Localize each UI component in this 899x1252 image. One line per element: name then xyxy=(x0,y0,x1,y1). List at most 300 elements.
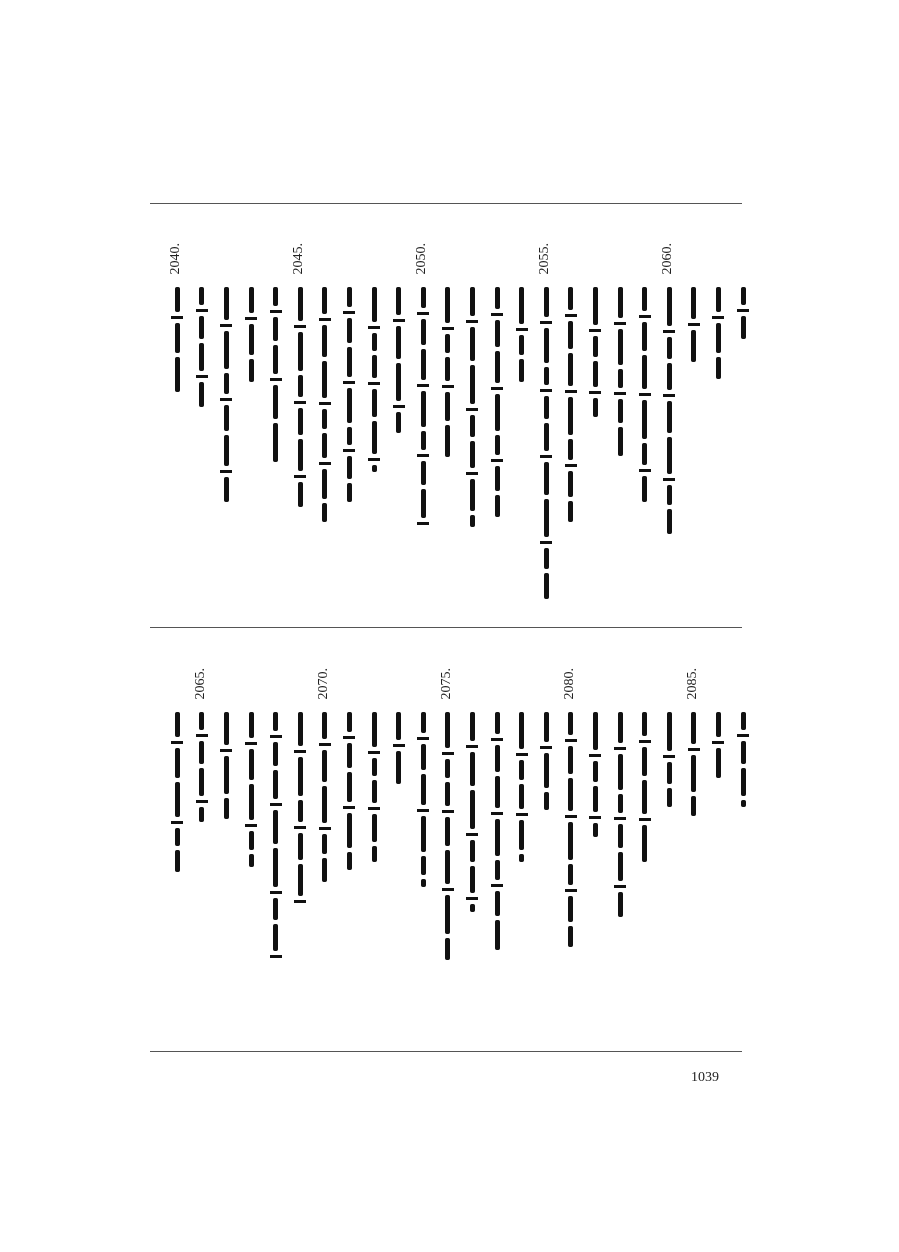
script-glyph xyxy=(175,850,180,872)
script-glyph xyxy=(199,343,204,371)
script-glyph xyxy=(544,712,549,742)
script-glyph xyxy=(445,287,450,323)
script-glyph xyxy=(273,924,278,951)
script-glyph xyxy=(544,396,549,419)
script-glyph xyxy=(372,355,377,378)
script-glyph xyxy=(642,825,647,862)
script-stroke xyxy=(245,824,257,827)
script-glyph xyxy=(470,515,475,527)
script-glyph xyxy=(224,798,229,819)
script-glyph xyxy=(495,351,500,383)
script-stroke xyxy=(565,464,577,467)
script-glyph xyxy=(421,879,426,887)
mongolian-script-text xyxy=(437,287,459,461)
mongolian-script-text xyxy=(363,287,385,476)
script-stroke xyxy=(712,741,724,744)
script-glyph xyxy=(224,756,229,794)
script-glyph xyxy=(347,483,352,502)
script-stroke xyxy=(737,734,749,737)
script-stroke xyxy=(270,735,282,738)
script-stroke xyxy=(466,472,478,475)
mongolian-script-text xyxy=(265,287,287,466)
script-glyph xyxy=(347,456,352,479)
script-glyph xyxy=(544,548,549,569)
script-glyph xyxy=(421,391,426,427)
verse-number: 2045. xyxy=(291,243,307,275)
script-glyph xyxy=(298,287,303,321)
script-glyph xyxy=(642,443,647,465)
script-stroke xyxy=(220,749,232,752)
mongolian-script-text xyxy=(240,287,262,386)
mongolian-script-text xyxy=(215,287,237,506)
script-glyph xyxy=(199,382,204,407)
script-glyph xyxy=(273,317,278,341)
script-glyph xyxy=(519,760,524,780)
script-glyph xyxy=(298,757,303,796)
script-glyph xyxy=(593,786,598,812)
script-stroke xyxy=(663,394,675,397)
mongolian-script-text xyxy=(289,712,311,907)
mongolian-script-text xyxy=(609,287,631,460)
script-glyph xyxy=(642,322,647,351)
mongolian-script-text xyxy=(289,287,311,511)
script-glyph xyxy=(322,325,327,357)
script-glyph xyxy=(249,784,254,820)
script-glyph xyxy=(716,287,721,312)
verse-number: 2085. xyxy=(684,668,700,700)
script-stroke xyxy=(171,821,183,824)
script-glyph xyxy=(224,405,229,431)
script-glyph xyxy=(273,345,278,374)
script-glyph xyxy=(741,800,746,807)
script-glyph xyxy=(224,331,229,369)
script-stroke xyxy=(171,316,183,319)
script-glyph xyxy=(175,712,180,737)
script-stroke xyxy=(368,382,380,385)
script-stroke xyxy=(294,325,306,328)
mongolian-script-text xyxy=(658,712,680,811)
script-stroke xyxy=(196,734,208,737)
script-stroke xyxy=(540,541,552,544)
script-glyph xyxy=(618,287,623,318)
script-stroke xyxy=(270,310,282,313)
script-glyph xyxy=(421,287,426,308)
script-glyph xyxy=(470,479,475,511)
script-stroke xyxy=(368,326,380,329)
script-stroke xyxy=(614,392,626,395)
script-glyph xyxy=(593,336,598,357)
script-glyph xyxy=(322,750,327,782)
script-glyph xyxy=(322,433,327,458)
script-stroke xyxy=(614,747,626,750)
script-glyph xyxy=(298,439,303,471)
script-stroke xyxy=(319,827,331,830)
script-stroke xyxy=(491,884,503,887)
script-glyph xyxy=(568,321,573,349)
script-glyph xyxy=(568,778,573,811)
script-stroke xyxy=(589,754,601,757)
script-glyph xyxy=(568,439,573,460)
script-glyph xyxy=(618,892,623,917)
script-glyph xyxy=(445,425,450,457)
script-glyph xyxy=(175,748,180,778)
script-stroke xyxy=(639,393,651,396)
script-glyph xyxy=(716,748,721,778)
script-glyph xyxy=(642,287,647,311)
script-stroke xyxy=(442,385,454,388)
script-stroke xyxy=(196,800,208,803)
script-glyph xyxy=(175,323,180,353)
script-glyph xyxy=(568,501,573,522)
script-glyph xyxy=(298,408,303,435)
script-stroke xyxy=(516,753,528,756)
script-stroke xyxy=(688,748,700,751)
script-stroke xyxy=(491,812,503,815)
script-glyph xyxy=(667,712,672,751)
script-glyph xyxy=(618,852,623,881)
script-glyph xyxy=(347,427,352,445)
script-stroke xyxy=(368,458,380,461)
script-stroke xyxy=(220,470,232,473)
script-glyph xyxy=(273,898,278,920)
script-glyph xyxy=(495,466,500,491)
script-stroke xyxy=(540,455,552,458)
mongolian-script-text xyxy=(511,712,533,866)
script-glyph xyxy=(421,431,426,450)
script-stroke xyxy=(540,389,552,392)
mongolian-script-text xyxy=(634,287,656,506)
script-glyph xyxy=(372,814,377,842)
script-stroke xyxy=(688,323,700,326)
script-glyph xyxy=(618,794,623,813)
script-glyph xyxy=(249,854,254,867)
script-glyph xyxy=(470,365,475,404)
script-glyph xyxy=(470,441,475,468)
script-stroke xyxy=(442,752,454,755)
script-glyph xyxy=(519,784,524,809)
script-stroke xyxy=(294,750,306,753)
script-glyph xyxy=(273,770,278,799)
script-glyph xyxy=(421,744,426,770)
script-stroke xyxy=(466,897,478,900)
script-glyph xyxy=(593,712,598,750)
script-glyph xyxy=(495,287,500,309)
script-stroke xyxy=(712,316,724,319)
script-stroke xyxy=(442,810,454,813)
script-glyph xyxy=(372,287,377,322)
verse-number: 2075. xyxy=(438,668,454,700)
script-glyph xyxy=(445,850,450,884)
top-rule xyxy=(150,203,742,204)
script-glyph xyxy=(298,833,303,860)
script-glyph xyxy=(544,328,549,363)
script-glyph xyxy=(593,761,598,782)
script-stroke xyxy=(393,405,405,408)
mongolian-script-text xyxy=(363,712,385,866)
script-glyph xyxy=(544,287,549,317)
script-glyph xyxy=(642,712,647,736)
script-stroke xyxy=(393,319,405,322)
script-stroke xyxy=(639,818,651,821)
script-glyph xyxy=(273,848,278,887)
script-stroke xyxy=(663,755,675,758)
script-stroke xyxy=(245,742,257,745)
script-glyph xyxy=(667,337,672,359)
script-glyph xyxy=(372,758,377,776)
script-glyph xyxy=(618,824,623,848)
script-glyph xyxy=(544,462,549,495)
script-glyph xyxy=(618,399,623,423)
script-stroke xyxy=(245,317,257,320)
mongolian-script-text xyxy=(609,712,631,921)
script-stroke xyxy=(540,746,552,749)
script-stroke xyxy=(589,816,601,819)
script-glyph xyxy=(199,768,204,796)
script-glyph xyxy=(568,822,573,860)
script-glyph xyxy=(495,819,500,856)
mongolian-script-text xyxy=(338,287,360,506)
script-glyph xyxy=(396,287,401,315)
script-glyph xyxy=(445,334,450,353)
script-glyph xyxy=(495,860,500,880)
script-glyph xyxy=(273,287,278,306)
mongolian-script-text xyxy=(683,287,705,366)
script-glyph xyxy=(421,349,426,380)
script-glyph xyxy=(175,782,180,817)
mongolian-script-text xyxy=(191,712,213,826)
script-stroke xyxy=(639,740,651,743)
script-glyph xyxy=(372,712,377,747)
script-glyph xyxy=(322,712,327,739)
script-glyph xyxy=(691,287,696,319)
script-stroke xyxy=(393,744,405,747)
script-glyph xyxy=(470,712,475,741)
script-glyph xyxy=(618,329,623,365)
script-glyph xyxy=(421,461,426,485)
mongolian-script-text xyxy=(535,712,557,814)
script-glyph xyxy=(322,361,327,398)
script-glyph xyxy=(224,435,229,466)
script-stroke xyxy=(270,378,282,381)
script-glyph xyxy=(372,333,377,351)
script-stroke xyxy=(220,398,232,401)
script-glyph xyxy=(199,316,204,339)
script-glyph xyxy=(347,712,352,732)
script-stroke xyxy=(270,803,282,806)
script-glyph xyxy=(445,938,450,960)
script-glyph xyxy=(175,828,180,846)
mongolian-script-text xyxy=(560,712,582,951)
script-stroke xyxy=(663,330,675,333)
script-stroke xyxy=(270,891,282,894)
script-glyph xyxy=(372,780,377,803)
script-glyph xyxy=(519,359,524,382)
script-glyph xyxy=(445,759,450,778)
verse-number: 2050. xyxy=(414,243,430,275)
script-glyph xyxy=(691,796,696,816)
script-glyph xyxy=(519,712,524,749)
script-glyph xyxy=(495,920,500,950)
script-glyph xyxy=(421,856,426,875)
script-glyph xyxy=(396,751,401,784)
script-glyph xyxy=(642,355,647,389)
script-glyph xyxy=(224,712,229,745)
script-glyph xyxy=(593,287,598,325)
script-glyph xyxy=(642,747,647,776)
script-glyph xyxy=(667,762,672,784)
script-glyph xyxy=(568,746,573,774)
page-number: 1039 xyxy=(691,1070,719,1085)
script-stroke xyxy=(343,381,355,384)
mongolian-script-text xyxy=(215,712,237,823)
script-glyph xyxy=(568,353,573,386)
script-glyph xyxy=(667,437,672,474)
mongolian-script-text xyxy=(191,287,213,411)
mongolian-script-text xyxy=(658,287,680,538)
script-glyph xyxy=(372,846,377,862)
mongolian-script-text xyxy=(166,712,188,876)
script-glyph xyxy=(568,926,573,947)
script-glyph xyxy=(347,852,352,870)
script-glyph xyxy=(519,854,524,862)
script-glyph xyxy=(593,398,598,417)
script-glyph xyxy=(273,810,278,844)
script-glyph xyxy=(224,477,229,502)
script-stroke xyxy=(294,826,306,829)
script-glyph xyxy=(372,421,377,454)
script-glyph xyxy=(568,712,573,735)
script-glyph xyxy=(224,287,229,320)
script-stroke xyxy=(171,741,183,744)
script-stroke xyxy=(417,312,429,315)
script-glyph xyxy=(470,415,475,437)
script-glyph xyxy=(298,332,303,371)
script-stroke xyxy=(196,309,208,312)
script-glyph xyxy=(568,397,573,435)
script-glyph xyxy=(224,373,229,394)
script-stroke xyxy=(319,462,331,465)
script-glyph xyxy=(273,712,278,731)
script-glyph xyxy=(396,412,401,433)
verse-number: 2070. xyxy=(315,668,331,700)
script-glyph xyxy=(322,786,327,823)
script-glyph xyxy=(298,864,303,896)
script-glyph xyxy=(396,363,401,401)
script-stroke xyxy=(614,885,626,888)
script-stroke xyxy=(516,813,528,816)
mongolian-script-text xyxy=(314,287,336,526)
script-stroke xyxy=(466,408,478,411)
script-glyph xyxy=(347,347,352,377)
script-glyph xyxy=(273,423,278,462)
script-stroke xyxy=(589,329,601,332)
script-stroke xyxy=(368,807,380,810)
script-glyph xyxy=(618,712,623,743)
script-glyph xyxy=(396,712,401,740)
script-glyph xyxy=(667,485,672,505)
script-glyph xyxy=(568,896,573,922)
script-glyph xyxy=(519,287,524,324)
script-stroke xyxy=(368,751,380,754)
script-glyph xyxy=(175,357,180,392)
mongolian-script-text xyxy=(338,712,360,874)
verse-number: 2060. xyxy=(660,243,676,275)
script-glyph xyxy=(495,891,500,916)
script-glyph xyxy=(347,287,352,307)
script-glyph xyxy=(544,367,549,385)
script-stroke xyxy=(565,390,577,393)
script-glyph xyxy=(618,754,623,790)
script-glyph xyxy=(716,323,721,353)
script-stroke xyxy=(343,311,355,314)
script-glyph xyxy=(544,423,549,451)
script-stroke xyxy=(294,401,306,404)
mongolian-script-text xyxy=(486,712,508,954)
script-glyph xyxy=(347,388,352,423)
mongolian-script-text xyxy=(732,287,754,343)
mongolian-script-text xyxy=(388,712,410,788)
script-glyph xyxy=(273,742,278,766)
script-glyph xyxy=(322,287,327,314)
script-stroke xyxy=(319,318,331,321)
script-glyph xyxy=(421,816,426,852)
script-glyph xyxy=(298,482,303,507)
script-glyph xyxy=(593,823,598,837)
script-stroke xyxy=(491,387,503,390)
mongolian-script-text xyxy=(412,712,434,891)
script-glyph xyxy=(470,866,475,893)
script-glyph xyxy=(691,330,696,362)
script-glyph xyxy=(322,858,327,882)
script-glyph xyxy=(667,401,672,433)
script-glyph xyxy=(445,895,450,934)
script-glyph xyxy=(249,712,254,738)
mongolian-script-text xyxy=(388,287,410,437)
script-stroke xyxy=(614,322,626,325)
mongolian-script-text xyxy=(486,287,508,521)
script-stroke xyxy=(442,327,454,330)
script-glyph xyxy=(667,788,672,807)
script-glyph xyxy=(495,394,500,431)
script-stroke xyxy=(343,736,355,739)
mongolian-script-text xyxy=(314,712,336,886)
script-stroke xyxy=(220,324,232,327)
mongolian-script-text xyxy=(166,287,188,396)
script-glyph xyxy=(470,752,475,786)
script-glyph xyxy=(495,435,500,455)
script-glyph xyxy=(544,792,549,810)
script-glyph xyxy=(470,287,475,316)
script-glyph xyxy=(741,768,746,796)
script-glyph xyxy=(298,712,303,746)
script-stroke xyxy=(294,900,306,903)
verse-number: 2065. xyxy=(192,668,208,700)
script-stroke xyxy=(270,955,282,958)
script-glyph xyxy=(273,385,278,419)
script-glyph xyxy=(495,712,500,734)
script-glyph xyxy=(249,359,254,382)
script-glyph xyxy=(249,287,254,313)
script-stroke xyxy=(663,478,675,481)
script-glyph xyxy=(199,741,204,764)
script-glyph xyxy=(470,790,475,829)
script-stroke xyxy=(540,321,552,324)
script-glyph xyxy=(445,357,450,381)
script-glyph xyxy=(298,375,303,397)
script-glyph xyxy=(716,357,721,379)
mongolian-script-text xyxy=(634,712,656,866)
script-glyph xyxy=(568,471,573,497)
